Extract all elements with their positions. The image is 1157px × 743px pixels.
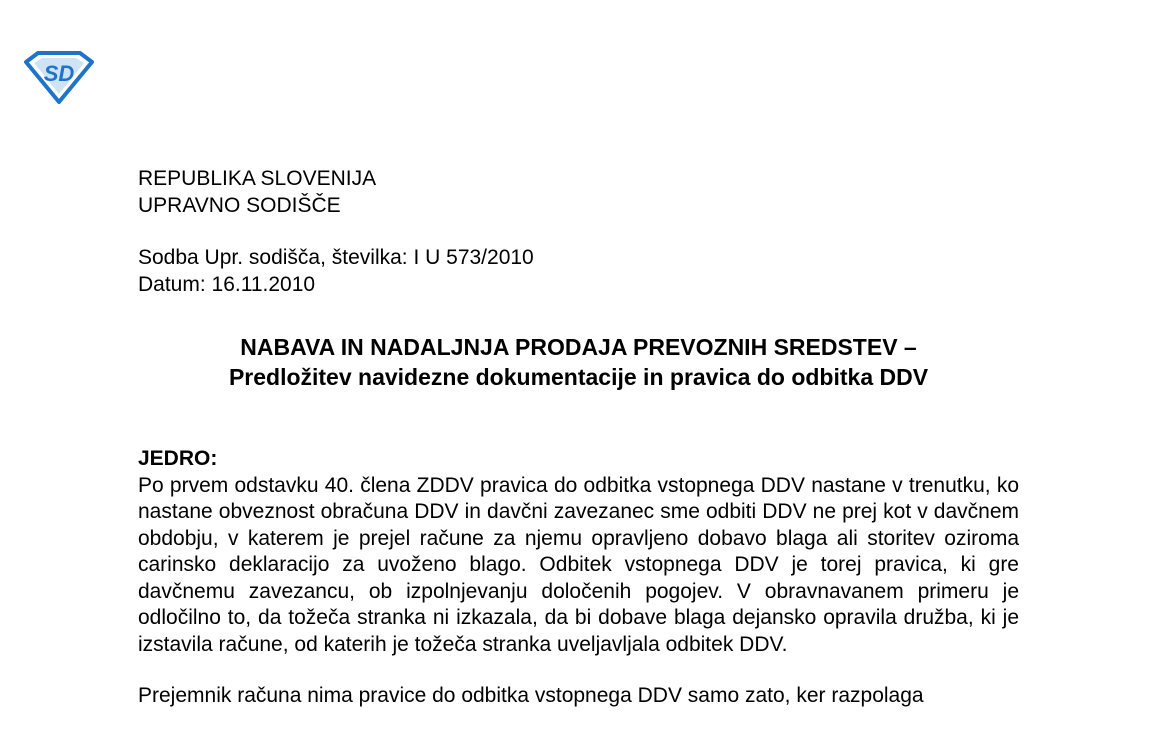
case-date: Datum: 16.11.2010: [138, 272, 316, 296]
republic-name: REPUBLIKA SLOVENIJA: [138, 167, 377, 190]
court-name: UPRAVNO SODIŠČE: [138, 193, 341, 217]
document-title: [138, 332, 1019, 392]
logo-text: SD: [43, 61, 75, 86]
logo: [22, 50, 96, 104]
case-reference: Sodba Upr. sodišča, številka: I U 573/2010: [138, 246, 534, 269]
title-line-1: NABAVA IN NADALJNJA PRODAJA PREVOZNIH SREDSTEV –: [240, 334, 917, 360]
title-line-2: Predložitev navidezne dokumentacije in pravica do odbitka DDV: [228, 364, 929, 390]
second-paragraph: Prejemnik računa nima pravice do odbitka vstopnega DDV samo zato, ker razpolaga: [138, 684, 924, 707]
sd-shield-logo-icon: [22, 50, 96, 104]
document-body: [138, 166, 1019, 710]
summary-paragraph: Po prvem odstavku 40. člena ZDDV pravica do odbitka vstopnega DDV nastane v trenutku, ko nastane obveznost obračuna DDV in davčni zavezanec sme odbiti DDV ne prej kot v davčnem obdobju, v katerem je prejel račune za njemu opravljeno dobavo blaga ali storitev oziroma carinsko deklaracijo za uvoženo blago. Odbitek vstopnega DDV je torej pravica, ki gre davčnemu zavezancu, ob izpolnjevanju določenih pogojev. V obravnavanem primeru je odločilno to, da tožeča stranka ni izkazala, da bi dobave blaga dejansko opravila družba, ki je izstavila račune, od katerih je tožeča stranka uveljavljala odbitek DDV.: [138, 473, 1019, 656]
section-heading: JEDRO:: [138, 447, 218, 470]
